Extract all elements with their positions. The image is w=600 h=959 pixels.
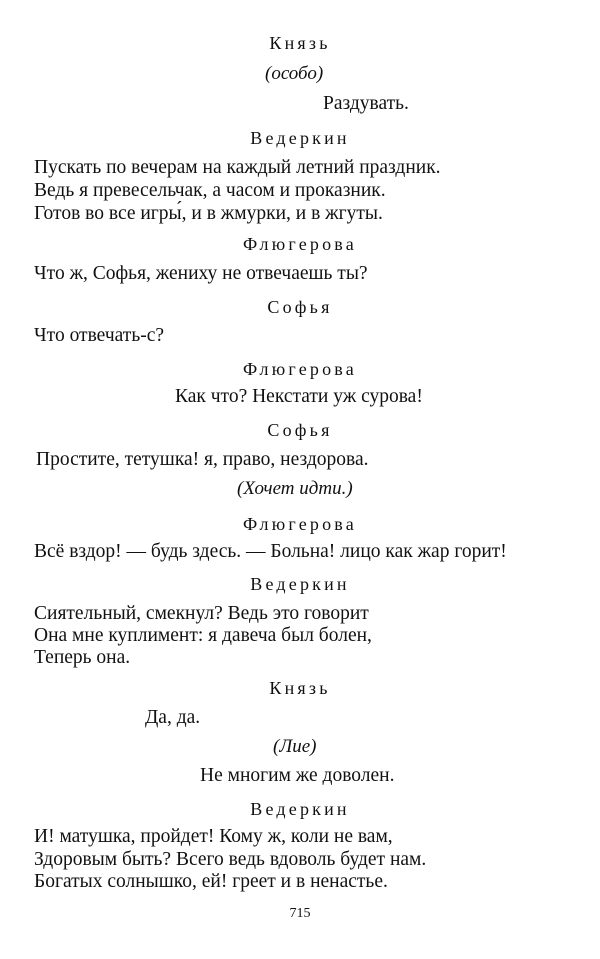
verse-line: Не многим же доволен. — [200, 765, 395, 786]
verse-line: Здоровым быть? Всего ведь вдоволь будет нам. — [34, 849, 427, 870]
verse-line: Готов во все игры́, и в жмурки, и в жгуты. — [34, 203, 383, 224]
verse-line: Теперь она. — [34, 647, 131, 668]
speaker-name: Ведеркин — [250, 128, 350, 148]
verse-line: Как что? Некстати уж сурова! — [175, 386, 423, 407]
verse-line: И! матушка, пройдет! Кому ж, коли не вам, — [34, 826, 393, 847]
verse-line: Да, да. — [145, 707, 201, 728]
speaker-name: Ведеркин — [250, 574, 350, 594]
speaker-name: Князь — [269, 678, 331, 698]
stage-direction: (особо) — [265, 63, 324, 84]
verse-line: Ведь я превесельчак, а часом и проказник. — [34, 180, 386, 201]
verse-line: Простите, тетушка! я, право, нездорова. — [36, 449, 369, 470]
speaker-name: Князь — [269, 33, 331, 53]
speaker-name: Ведеркин — [250, 799, 350, 819]
verse-line: Всё вздор! — будь здесь. — Больна! лицо как жар горит! — [34, 541, 507, 562]
speaker-name: Софья — [267, 420, 333, 440]
speaker-name: Флюгерова — [243, 359, 357, 379]
verse-line: Что отвечать-с? — [34, 325, 165, 346]
stage-direction: (Лие) — [273, 736, 317, 757]
verse-line: Сиятельный, смекнул? Ведь это говорит — [34, 603, 369, 624]
stage-direction: (Хочет идти.) — [237, 478, 353, 499]
speaker-name: Флюгерова — [243, 234, 357, 254]
verse-line: Раздувать. — [323, 93, 409, 114]
verse-line: Она мне куплимент: я давеча был болен, — [34, 625, 372, 646]
verse-line: Пускать по вечерам на каждый летний праздник. — [34, 157, 441, 178]
speaker-name: Флюгерова — [243, 514, 357, 534]
page-number: 715 — [289, 906, 311, 921]
speaker-name: Софья — [267, 297, 333, 317]
verse-line: Что ж, Софья, жениху не отвечаешь ты? — [34, 263, 368, 284]
verse-line: Богатых солнышко, ей! греет и в ненастье. — [34, 871, 388, 892]
